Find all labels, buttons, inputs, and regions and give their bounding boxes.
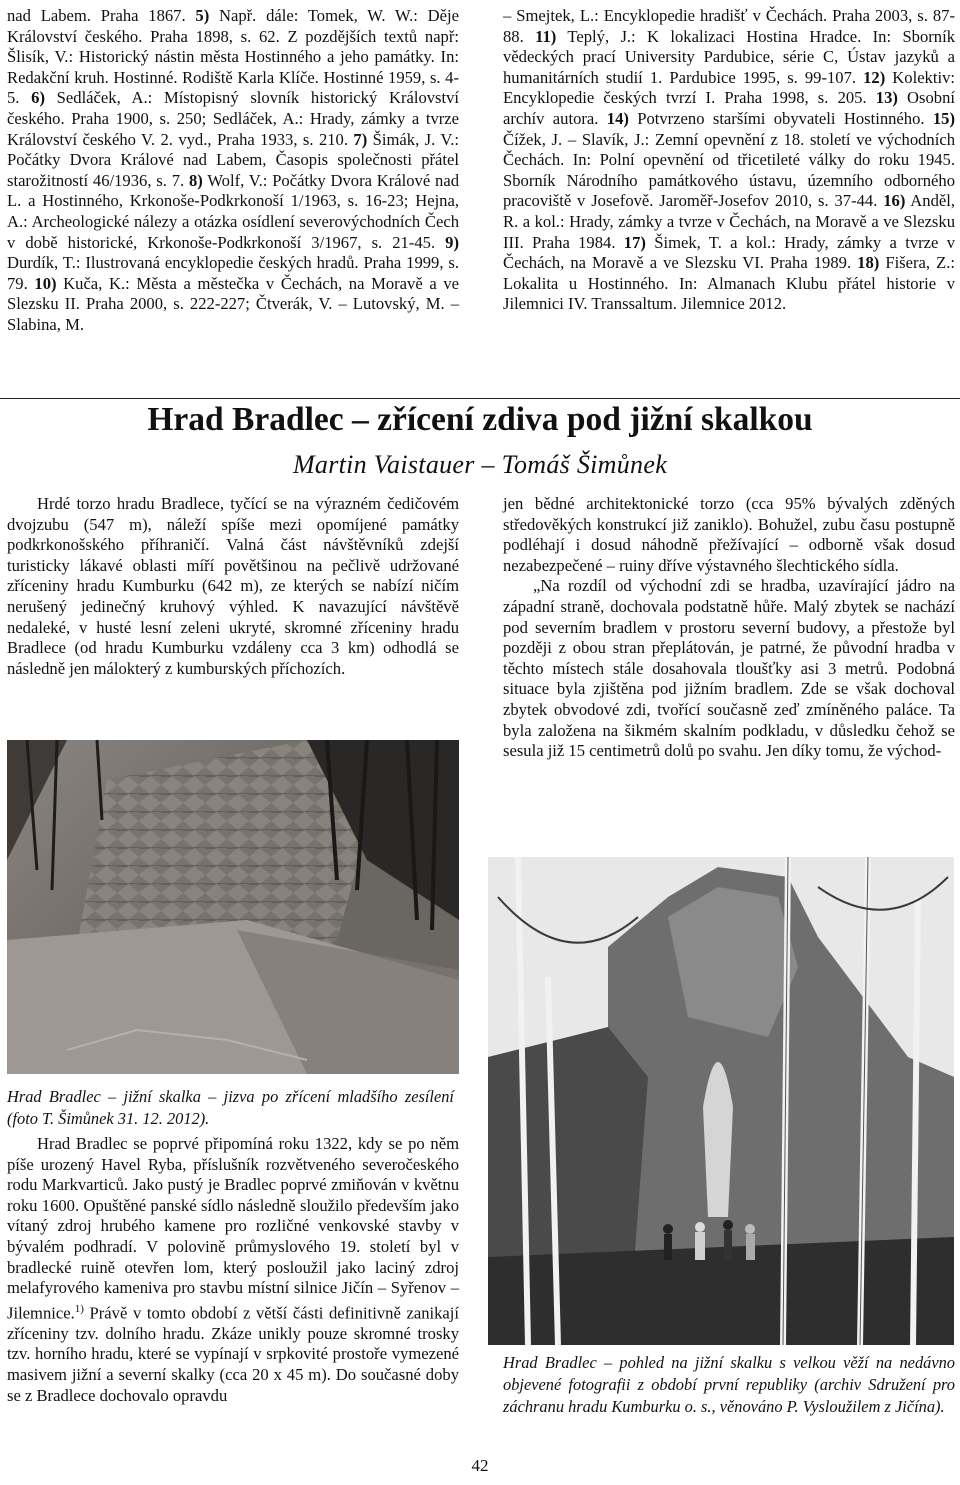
footnote-number: 14) — [606, 108, 629, 128]
intro-left-paragraph: Hrdé torzo hradu Bradlece, tyčící se na výrazném čedičovém dvojzubu (547 m), náleží spíše mezi opomíjené památky podkrkonošského příhraničí. Valná část návštěvníků zdejší turisticky lákavé oblasti míří povětšinou na pečlivě udržované zříceniny hradu Kumburku (642 m), ze kterých se nabízí ničím nerušený jedinečný kruhový výhled. K navazující návštěvě nedaleké, v husté lesní zeleni ukryté, skromné zříceniny hradu Bradlece (od hradu Kumburku vzdáleny cca 3 km) odhodlá se následně jen málokterý z kumburských příchozích. — [7, 494, 459, 678]
footnote-number: 17) — [623, 232, 646, 252]
footnote-number: 11) — [535, 26, 557, 46]
footnote-number: 18) — [857, 253, 880, 273]
intro-right-paragraph-1: jen bědné architektonické torzo (cca 95% bývalých zděných středověkých konstrukcí již zaniklo). Bohužel, zubu času postupně podléhají i dosud náhodně přežívající – odborně však dosud nezabezpečené – ruiny dříve výstavného šlechtického sídla. — [503, 494, 955, 575]
body-left-paragraph: Hrad Bradlec se poprvé připomíná roku 1322, kdy se po něm píše urozený Havel Ryba, příslušník rozvětveného severočeského rodu Markvarticů. Jako pustý je Bradlec poprvé zmiňován v květnu roku 1600. Opuštěné panské sídlo následně sloužilo především jako vítaný zdroj hrubého kamene pro rozličné venkovské stavby v bývalém podhradí. V polovině průmyslového 19. století byl v bradlecké ruině otevřen lom, který posloužil jako laciný zdroj melafyrového kameniva pro stavbu místní silnice Jičín – Syřenov – Jilemnice.$^{1)}$ Právě v tomto období z větší části definitivně zanikají zříceniny tzv. dolního hradu. Zkáze unikly pouze skromné trosky tzv. horního hradu, které se vypínají v srpkovité prostoře vymezené masivem jižní a severní skalky (cca 20 x 45 m). Do současné doby se z Bradlece dochovalo opravdu — [7, 1134, 459, 1405]
footnote-number: 16) — [883, 191, 906, 211]
page-number: 42 — [471, 1456, 489, 1475]
footnote-number: 6) — [31, 88, 45, 108]
footnote-number: 8) — [189, 170, 203, 190]
article-authors: Martin Vaistauer – Tomáš Šimůnek — [292, 450, 668, 479]
intro-left — [7, 494, 459, 679]
footnote-number: 15) — [932, 108, 955, 128]
footnote-number: 5) — [195, 6, 210, 25]
caption-left: Hrad Bradlec – jižní skalka – jizva po zřícení mladšího zesílení (foto T. Šimůnek 31. 12. 2012). — [7, 1087, 454, 1128]
footnote-number: 13) — [875, 88, 898, 108]
footnote-reference: 1) — [74, 1302, 84, 1315]
footnote-number: 9) — [445, 232, 459, 252]
rock-scar-image — [7, 740, 459, 1074]
section-divider — [0, 398, 960, 399]
footnote-number: 12) — [863, 67, 886, 87]
intro-right — [503, 494, 955, 762]
article-title: Hrad Bradlec – zřícení zdiva pod jižní skalkou — [147, 401, 813, 438]
footnote-number: 7) — [353, 129, 368, 149]
body-left — [7, 1134, 459, 1406]
castle-tower-image — [488, 857, 954, 1345]
photo-castle-tower — [488, 857, 954, 1345]
intro-right-paragraph-2: „Na rozdíl od východní zdi se hradba, uzavírající jádro na západní straně, dochovala podstatně hůře. Malý zbytek se nachází pod severním bradlem v prostoru severní budovy, a přestože byl později z obou stran přeplátován, je patrné, že původní hradba v těchto místech stále dosahovala tloušťky asi 3 metrů. Podobná situace byla zjištěna pod jižním bradlem. Zde se však dochoval zbytek obvodové zdi, tvořící současně zeď zmíněného paláce. Ta byla založena na šikmém skalním podkladu, v důsledku čehož se sesula již 15 centimetrů dolů po svahu. Jen díky tomu, že východ- — [503, 576, 955, 761]
caption-right: Hrad Bradlec – pohled na jižní skalku s velkou věží na nedávno objevené fotografii z období první republiky (archiv Sdružení pro záchranu hradu Kumburku o. s., věnováno P. Vysloužilem z Jičína). — [503, 1353, 955, 1416]
references-left: nad Labem. Praha 1867. 5) Např. dále: Tomek, W. W.: Děje Království českého. Praha 1898, s. 62. Z pozdějších textů např: Šlisík, V.: Historický nástin města Hostinného a jeho památky. In: Redakční kruh. Hostinné. Rodiště Karla Klíče. Hostinné 1959, s. 4-5. 6) Sedláček, A.: Místopisný slovník historický Království českého. Praha 1900, s. 250; Sedláček, A.: Hrady, zámky a tvrze Království českého V. 2. vyd., Praha 1933, s. 210. 7) Šimák, J. V.: Počátky Dvora Králové nad Labem, Časopis společnosti přátel starožitností 46/1936, s. 7. 8) Wolf, V.: Počátky Dvora Králové nad L. a Hostinného, Krkonoše-Podkrkonoší 1/1963, s. 16-23; Hejna, A.: Archeologické nálezy a otázka osídlení severovýchodních Čech v době historické, Krkonoše-Podkrkonoší 3/1967, s. 21-45. 9) Durdík, T.: Ilustrovaná encyklopedie českých hradů. Praha 1999, s. 79. 10) Kuča, K.: Města a městečka v Čechách, na Moravě a ve Slezsku II. Praha 2000, s. 222-227; Čtverák, V. – Lutovský, M. – Slabina, M. — [7, 6, 460, 334]
photo-rock-scar — [7, 740, 459, 1074]
references-right: – Smejtek, L.: Encyklopedie hradišť v Čechách. Praha 2003, s. 87-88. 11) Teplý, J.: K lokalizaci Hostina Hradce. In: Sborník vědeckých prací University Pardubice, série C, Ústav jazyků a humanitárních studií 1. Pardubice 1995, s. 99-107. 12) Kolektiv: Encyklopedie českých tvrzí I. Praha 1998, s. 205. 13) Osobní archív autora. 14) Potvrzeno staršími obyvateli Hostinného. 15) Čížek, J. – Slavík, J.: Zemní opevnění z 18. století ve východních Čechách. In: Polní opevnění od třicetileté války do roku 1945. Sborník Národního památkového ústavu, územního odborného pracoviště v Josefově. Jaroměř-Josefov 2010, s. 37-44. 16) Anděl, R. a kol.: Hrady, zámky a tvrze v Čechách, na Moravě a ve Slezsku III. Praha 1984. 17) Šimek, T. a kol.: Hrady, zámky a tvrze v Čechách, na Moravě a ve Slezsku VI. Praha 1989. 18) Fišera, Z.: Lokalita u Hostinného. In: Almanach Klubu přátel historie v Jilemnici IV. Transsaltum. Jilemnice 2012. — [503, 6, 955, 314]
footnote-number: 10) — [34, 273, 57, 293]
